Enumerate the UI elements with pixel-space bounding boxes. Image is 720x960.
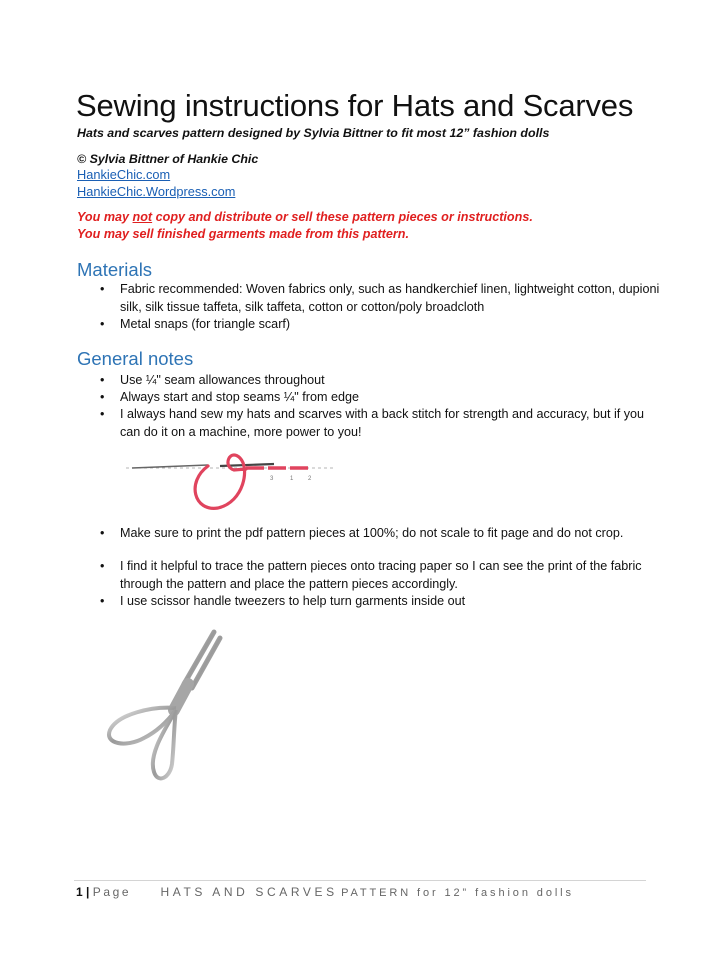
list-item-text: Metal snaps (for triangle scarf) [120, 317, 291, 331]
bullet-icon: • [100, 559, 105, 573]
stitch-label: 2 [308, 476, 312, 482]
list-item-text: I use scissor handle tweezers to help turn garments inside out [120, 594, 466, 608]
page-title: Sewing instructions for Hats and Scarves [76, 88, 634, 123]
bullet-icon: • [100, 373, 105, 387]
copyright-line: © Sylvia Bittner of Hankie Chic [77, 152, 259, 166]
list-item-text: Make sure to print the pdf pattern pieces at 100%; do not scale to fit page and do not crop. [120, 526, 624, 540]
general-notes-heading: General notes [77, 348, 194, 369]
bullet-icon: • [100, 390, 105, 404]
list-item-text: I always hand sew my hats and scarves with a back stitch for strength and accuracy, but if you can do it on a machine, more power to you! [120, 407, 645, 439]
warning-not: not [132, 210, 153, 224]
footer-divider [74, 880, 646, 881]
bullet-icon: • [100, 317, 105, 331]
page-footer [76, 885, 574, 899]
bullet-icon: • [100, 407, 105, 421]
list-item-text: I find it helpful to trace the pattern pieces onto tracing paper so I can see the print of the fabric through the pattern and place the pattern pieces accordingly. [120, 559, 642, 591]
footer-subtitle: PATTERN for 12” fashion dolls [341, 887, 574, 899]
subtitle: Hats and scarves pattern designed by Sylvia Bittner to fit most 12” fashion dolls [77, 126, 550, 140]
footer-separator: | [86, 885, 90, 899]
materials-heading: Materials [77, 259, 153, 280]
link-hankiechic[interactable]: HankieChic.com [77, 167, 171, 182]
footer-title: HATS AND SCARVES [160, 885, 338, 899]
page-number: 1 [76, 885, 83, 899]
backstitch-diagram-image [126, 442, 334, 514]
footer-page-word: Page [92, 885, 132, 899]
warning-line-1-pre: You may [77, 210, 133, 224]
thread-loop [195, 455, 246, 508]
warning-line-1-post: copy and distribute or sell these pattern pieces or instructions. [152, 210, 533, 224]
tweezers-image [96, 618, 266, 788]
list-item-text: Always start and stop seams ¼" from edge [120, 390, 359, 404]
list-item-text: Use ¼" seam allowances throughout [120, 373, 325, 387]
bullet-icon: • [100, 282, 105, 296]
warning-line-2: You may sell finished garments made from this pattern. [77, 227, 409, 241]
warning-line-1 [77, 210, 533, 224]
stitch-label: 1 [290, 476, 294, 482]
link-hankiechic-wordpress[interactable]: HankieChic.Wordpress.com [77, 184, 236, 199]
tweezers-right-ring [153, 710, 176, 778]
stitch-label: 3 [270, 476, 274, 482]
list-item-text: Fabric recommended: Woven fabrics only, such as handkerchief linen, lightweight cotton, dupioni silk, silk tissue taffeta, silk taffeta, cotton or cotton/poly broadcloth [120, 282, 660, 314]
bullet-icon: • [100, 594, 105, 608]
bullet-icon: • [100, 526, 105, 540]
